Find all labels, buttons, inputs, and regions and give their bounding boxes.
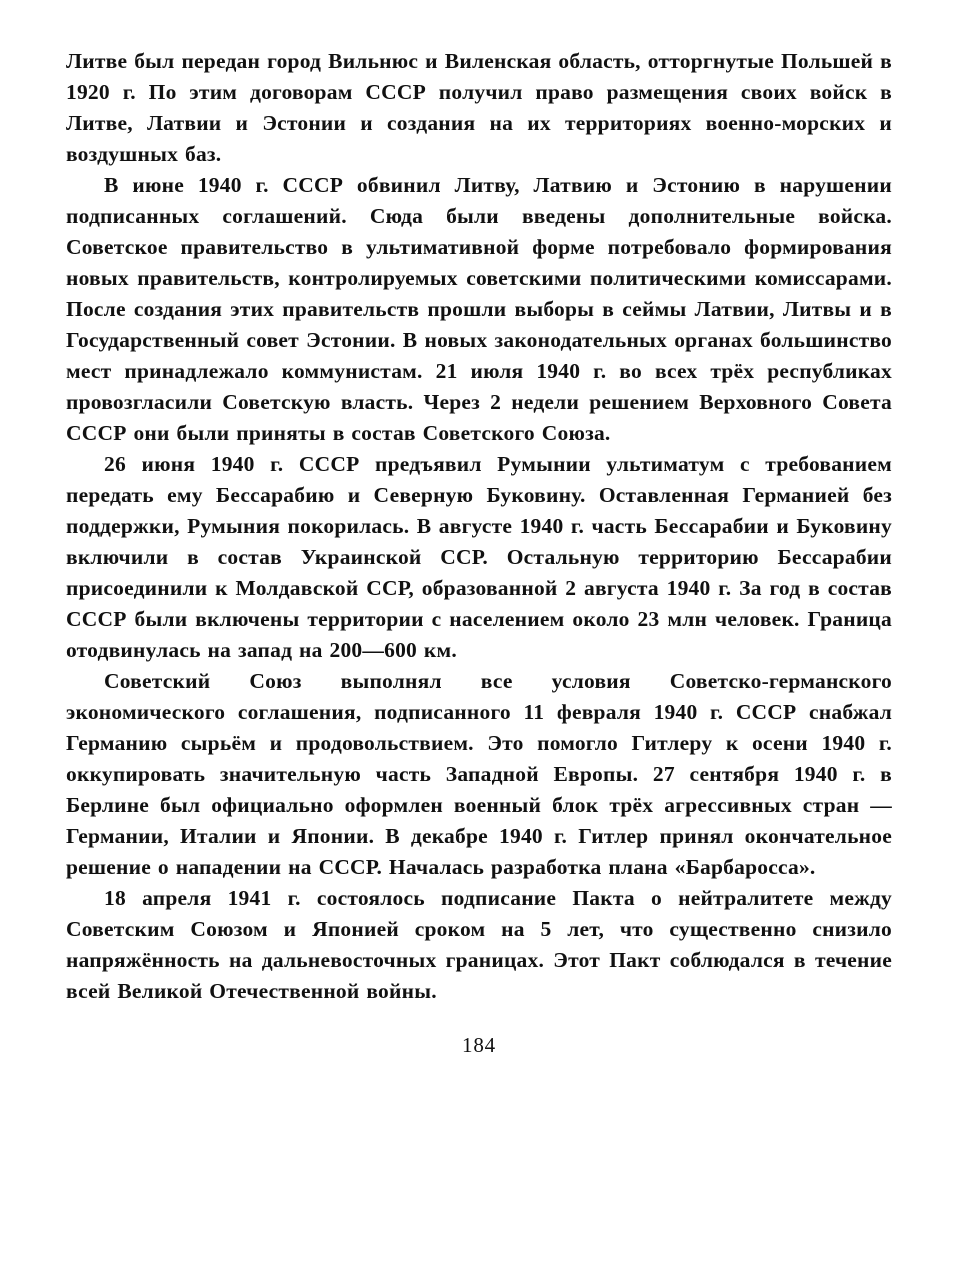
text-block — [66, 46, 892, 1007]
paragraph: Литве был передан город Вильнюс и Виленская область, отторгнутые Польшей в 1920 г. По этим договорам СССР получил право размещения своих войск в Литве, Латвии и Эстонии и создания на их территориях военно-морских и воздушных баз. — [66, 49, 892, 166]
paragraph: Советский Союз выполнял все условия Советско-германского экономического соглашения, подписанного 11 февраля 1940 г. СССР снабжал Германию сырьём и продовольствием. Это помогло Гитлеру к осени 1940 г. оккупировать значительную часть Западной Европы. 27 сентября 1940 г. в Берлине был официально оформлен военный блок трёх агрессивных стран — Германии, Италии и Японии. В декабре 1940 г. Гитлер принял окончательное решение о нападении на СССР. Началась разработка плана «Барбаросса». — [66, 669, 892, 879]
paragraph: 18 апреля 1941 г. состоялось подписание Пакта о нейтралитете между Советским Союзом и Японией сроком на 5 лет, что существенно снизило напряжённость на дальневосточных границах. Этот Пакт соблюдался в течение всей Великой Отечественной войны. — [66, 886, 892, 1003]
page-number: 184 — [461, 1033, 497, 1057]
page-footer — [66, 1033, 892, 1058]
paragraph: В июне 1940 г. СССР обвинил Литву, Латвию и Эстонию в нарушении подписанных соглашений. Сюда были введены дополнительные войска. Советское правительство в ультимативной форме потребовало формирования новых правительств, контролируемых советскими политическими комиссарами. После создания этих правительств прошли выборы в сеймы Латвии, Литвы и в Государственный совет Эстонии. В новых законодательных органах большинство мест принадлежало коммунистам. 21 июля 1940 г. во всех трёх республиках провозгласили Советскую власть. Через 2 недели решением Верховного Совета СССР они были приняты в состав Советского Союза. — [66, 173, 892, 445]
paragraph: 26 июня 1940 г. СССР предъявил Румынии ультиматум с требованием передать ему Бессарабию и Северную Буковину. Оставленная Германией без поддержки, Румыния покорилась. В августе 1940 г. часть Бессарабии и Буковину включили в состав Украинской ССР. Остальную территорию Бессарабии присоединили к Молдавской ССР, образованной 2 августа 1940 г. За год в состав СССР были включены территории с населением около 23 млн человек. Граница отодвинулась на запад на 200—600 км. — [66, 452, 892, 662]
